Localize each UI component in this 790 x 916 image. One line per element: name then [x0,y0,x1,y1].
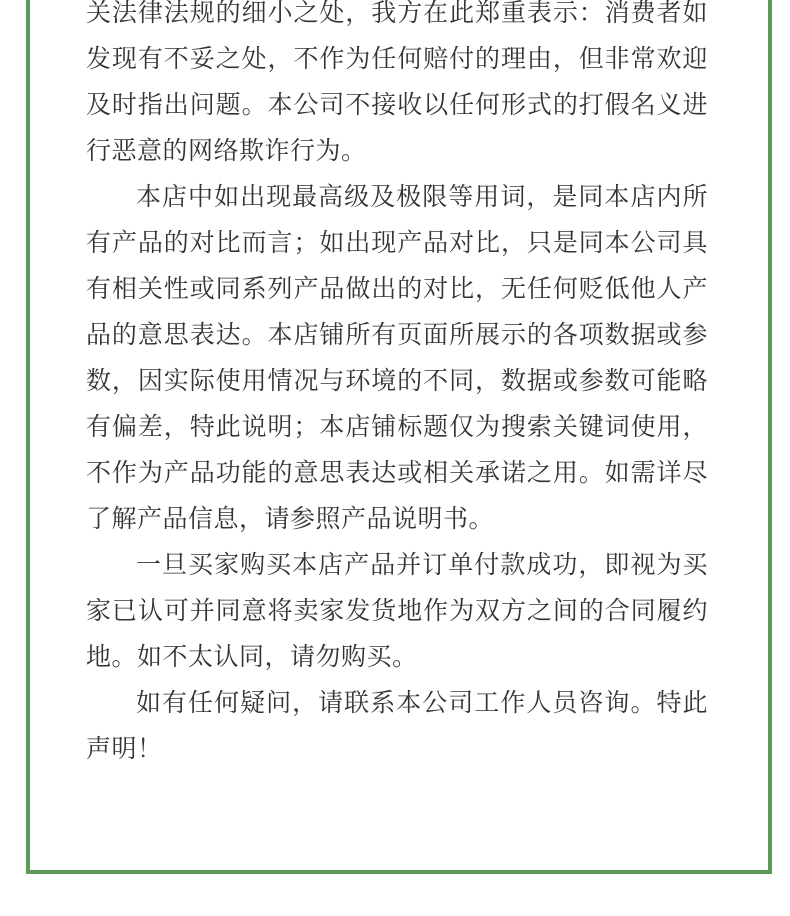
statement-paragraph-3: 一旦买家购买本店产品并订单付款成功，即视为买家已认可并同意将卖家发货地作为双方之间的合同履约地。如不太认同，请勿购买。 [86,550,708,671]
statement-text [86,0,708,772]
statement-paragraph-1: 关法律法规的细小之处，我方在此郑重表示：消费者如发现有不妥之处，不作为任何赔付的理由，但非常欢迎及时指出问题。本公司不接收以任何形式的打假名义进行恶意的网络欺诈行为。 [86,0,708,165]
statement-paragraph-2: 本店中如出现最高级及极限等用词，是同本店内所有产品的对比而言；如出现产品对比，只是同本公司具有相关性或同系列产品做出的对比，无任何贬低他人产品的意思表达。本店铺所有页面所展示的各项数据或参数，因实际使用情况与环境的不同，数据或参数可能略有偏差，特此说明；本店铺标题仅为搜索关键词使用，不作为产品功能的意思表达或相关承诺之用。如需详尽了解产品信息，请参照产品说明书。 [86,182,708,533]
statement-paragraph-4: 如有任何疑问，请联系本公司工作人员咨询。特此声明！ [86,688,708,763]
